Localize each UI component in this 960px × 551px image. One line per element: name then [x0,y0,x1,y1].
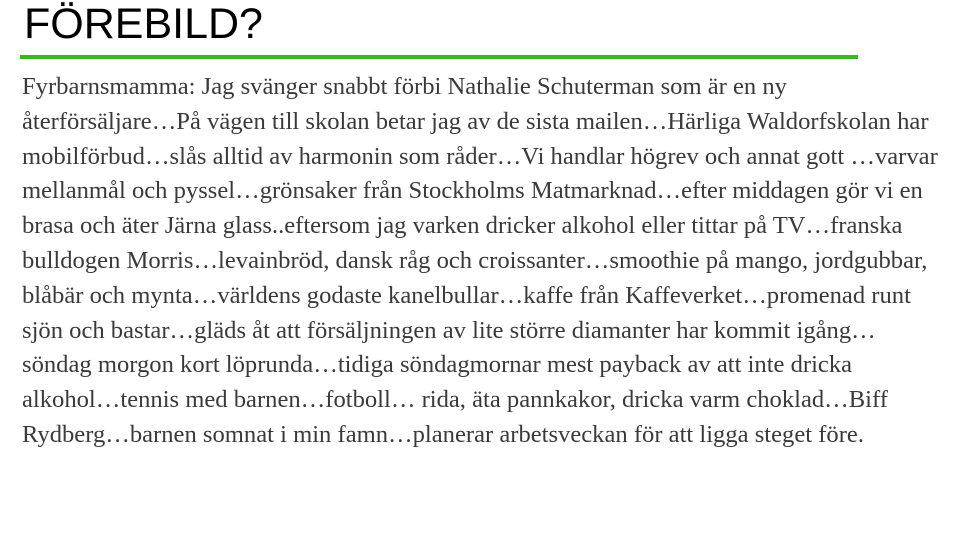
slide-body-text: Fyrbarnsmamma: Jag svänger snabbt förbi Nathalie Schuterman som är en ny återförsäljare…På vägen till skolan betar jag av de sista mailen…Härliga Waldorfskolan har mobilförbud…slås alltid av harmonin som råder…Vi handlar högrev och annat gott …varvar mellanmål och pyssel…grönsaker från Stockholms Matmarknad…efter middagen gör vi en brasa och äter Järna glass..eftersom jag varken dricker alkohol eller tittar på TV…franska bulldogen Morris…levainbröd, dansk råg och croissanter…smoothie på mango, jordgubbar, blåbär och mynta…världens godaste kanelbullar…kaffe från Kaffeverket…promenad runt sjön och bastar…gläds åt att försäljningen av lite större diamanter har kommit igång…söndag morgon kort löprunda…tidiga söndagmornar mest payback av att inte dricka alkohol…tennis med barnen…fotboll… rida, äta pannkakor, dricka varm choklad…Biff Rydberg…barnen somnat i min famn…planerar arbetsveckan för att ligga steget före. [22,73,938,448]
slide-title: FÖREBILD? [24,0,263,48]
title-underline [20,55,858,59]
